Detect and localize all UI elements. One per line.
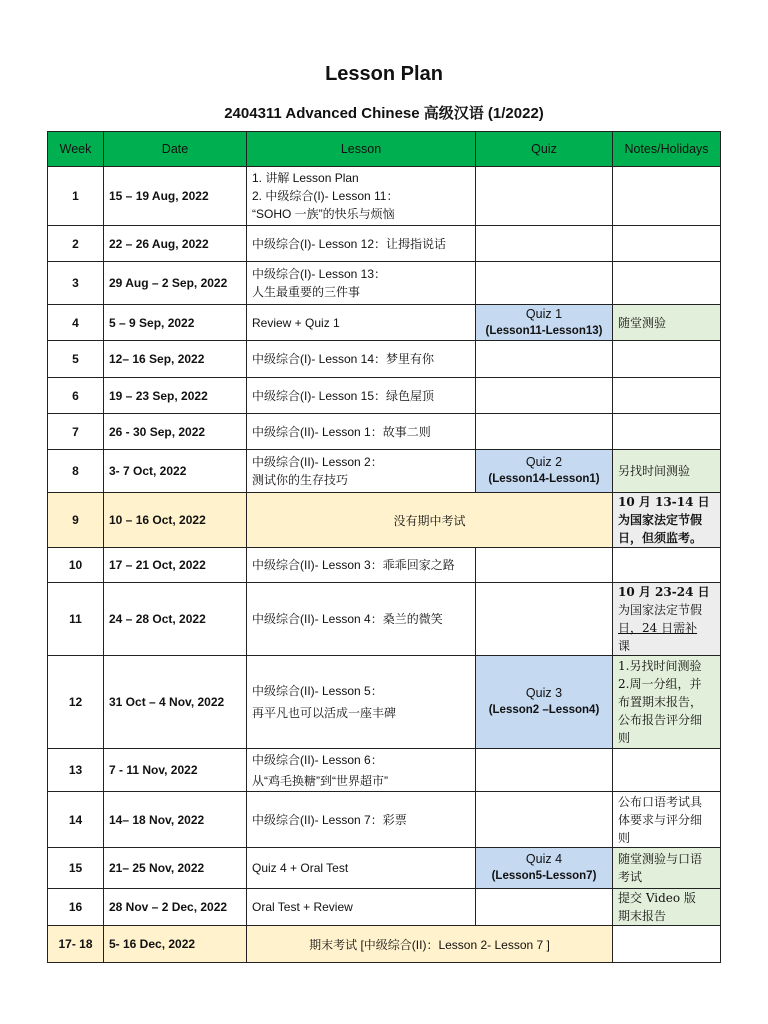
lesson-cell: 中级综合(I)- Lesson 12：让拇指说话	[247, 226, 476, 262]
table-row	[48, 848, 721, 889]
notes-cell	[613, 167, 721, 226]
notes-cell	[613, 378, 721, 414]
date-cell: 5- 16 Dec, 2022	[104, 926, 247, 963]
lesson-cell	[247, 450, 476, 493]
week-cell: 8	[48, 450, 104, 493]
notes-cell	[613, 493, 721, 548]
lesson-cell: 中级综合(I)- Lesson 14：梦里有你	[247, 341, 476, 378]
table-row	[48, 262, 721, 305]
week-cell: 5	[48, 341, 104, 378]
lesson-line: 2. 中级综合(I)- Lesson 11：	[252, 189, 399, 203]
quiz-cell	[476, 226, 613, 262]
week-cell: 2	[48, 226, 104, 262]
header-notes: Notes/Holidays	[613, 132, 721, 167]
table-row	[48, 341, 721, 378]
lesson-cell: 中级综合(II)- Lesson 3：乖乖回家之路	[247, 548, 476, 583]
date-cell: 28 Nov – 2 Dec, 2022	[104, 889, 247, 926]
table-row	[48, 414, 721, 450]
notes-line: 考试	[618, 870, 643, 884]
notes-line: 2.周一分组，并	[618, 677, 702, 691]
date-cell: 22 – 26 Aug, 2022	[104, 226, 247, 262]
week-cell: 15	[48, 848, 104, 889]
lesson-merged-cell: 没有期中考试	[247, 493, 613, 548]
date-cell: 26 - 30 Sep, 2022	[104, 414, 247, 450]
quiz-title: Quiz 1	[525, 306, 563, 321]
notes-line: 随堂测验与口语	[618, 852, 703, 866]
date-cell: 14– 18 Nov, 2022	[104, 792, 247, 848]
notes-cell	[613, 341, 721, 378]
date-cell: 3- 7 Oct, 2022	[104, 450, 247, 493]
lesson-cell: 中级综合(II)- Lesson 4：桑兰的微笑	[247, 583, 476, 656]
notes-cell: 随堂测验	[613, 305, 721, 341]
notes-cell	[613, 889, 721, 926]
notes-line: 日，24 日需补	[618, 621, 698, 635]
header-date: Date	[104, 132, 247, 167]
lesson-cell	[247, 656, 476, 749]
notes-line: 体要求与评分细	[618, 812, 703, 827]
notes-line: 公布口语考试具	[618, 794, 703, 809]
quiz-cell	[476, 656, 613, 749]
lesson-cell: 中级综合(I)- Lesson 15：绿色屋顶	[247, 378, 476, 414]
notes-line: 日，但须监考。	[618, 531, 703, 545]
table-row	[48, 493, 721, 548]
quiz-cell	[476, 305, 613, 341]
header-week: Week	[48, 132, 104, 167]
quiz-title: Quiz 4	[525, 852, 563, 866]
date-cell: 31 Oct – 4 Nov, 2022	[104, 656, 247, 749]
header-quiz: Quiz	[476, 132, 613, 167]
week-cell: 9	[48, 493, 104, 548]
notes-line: 则	[618, 731, 631, 745]
table-row	[48, 450, 721, 493]
quiz-cell	[476, 167, 613, 226]
notes-cell	[613, 926, 721, 963]
quiz-range: (Lesson2 –Lesson4)	[488, 704, 600, 716]
quiz-cell	[476, 414, 613, 450]
quiz-cell	[476, 749, 613, 792]
date-cell: 5 – 9 Sep, 2022	[104, 305, 247, 341]
quiz-title: Quiz 2	[525, 455, 563, 469]
quiz-cell	[476, 583, 613, 656]
quiz-cell	[476, 548, 613, 583]
notes-cell	[613, 749, 721, 792]
course-subtitle: 2404311 Advanced Chinese 高级汉语 (1/2022)	[224, 105, 544, 122]
lesson-cell: 中级综合(II)- Lesson 7：彩票	[247, 792, 476, 848]
date-cell: 21– 25 Nov, 2022	[104, 848, 247, 889]
quiz-cell	[476, 341, 613, 378]
quiz-cell	[476, 262, 613, 305]
date-cell: 19 – 23 Sep, 2022	[104, 378, 247, 414]
quiz-range: (Lesson5-Lesson7)	[491, 870, 597, 882]
week-cell: 10	[48, 548, 104, 583]
lesson-line: 1. 讲解 Lesson Plan	[252, 171, 359, 185]
lesson-cell: Review + Quiz 1	[247, 305, 476, 341]
lesson-merged-cell: 期末考试 [中级综合(II)：Lesson 2- Lesson 7 ]	[247, 926, 613, 963]
quiz-cell	[476, 848, 613, 889]
notes-cell	[613, 583, 721, 656]
quiz-cell	[476, 378, 613, 414]
notes-line: 1.另找时间测验	[618, 659, 702, 673]
table-row	[48, 378, 721, 414]
week-cell: 16	[48, 889, 104, 926]
lesson-line: “SOHO 一族”的快乐与烦恼	[252, 207, 395, 221]
notes-line: 为国家法定节假	[618, 603, 703, 617]
lesson-line: 人生最重要的三件事	[252, 285, 361, 299]
notes-line: 10 月 13-14 日	[618, 495, 710, 509]
lesson-line: 从“鸡毛换糖”到“世界超市”	[252, 773, 388, 788]
notes-cell	[613, 262, 721, 305]
notes-cell	[613, 792, 721, 848]
notes-line: 期末报告	[618, 909, 667, 923]
week-cell: 11	[48, 583, 104, 656]
lesson-cell	[247, 749, 476, 792]
date-cell: 7 - 11 Nov, 2022	[104, 749, 247, 792]
header-lesson: Lesson	[247, 132, 476, 167]
date-cell: 12– 16 Sep, 2022	[104, 341, 247, 378]
notes-cell	[613, 226, 721, 262]
lesson-plan-table	[47, 131, 721, 963]
week-cell: 3	[48, 262, 104, 305]
week-cell: 1	[48, 167, 104, 226]
page-title: Lesson Plan	[325, 63, 443, 85]
notes-line: 课	[618, 639, 631, 653]
date-cell: 10 – 16 Oct, 2022	[104, 493, 247, 548]
date-cell: 15 – 19 Aug, 2022	[104, 167, 247, 226]
notes-cell	[613, 548, 721, 583]
week-cell: 17- 18	[48, 926, 104, 963]
notes-line: 10 月 23-24 日	[618, 585, 710, 599]
date-cell: 29 Aug – 2 Sep, 2022	[104, 262, 247, 305]
table-row	[48, 749, 721, 792]
week-cell: 6	[48, 378, 104, 414]
lesson-line: 再平凡也可以活成一座丰碑	[252, 706, 397, 720]
table-row	[48, 305, 721, 341]
lesson-cell: 中级综合(II)- Lesson 1：故事二则	[247, 414, 476, 450]
week-cell: 4	[48, 305, 104, 341]
week-cell: 7	[48, 414, 104, 450]
notes-line: 提交 Video 版	[618, 891, 696, 905]
lesson-line: 测试你的生存技巧	[252, 473, 349, 487]
date-cell: 17 – 21 Oct, 2022	[104, 548, 247, 583]
quiz-cell	[476, 450, 613, 493]
lesson-line: 中级综合(II)- Lesson 5：	[252, 684, 383, 698]
table-row	[48, 792, 721, 848]
table-row	[48, 548, 721, 583]
quiz-cell	[476, 889, 613, 926]
table-row	[48, 656, 721, 749]
week-cell: 14	[48, 792, 104, 848]
notes-line: 则	[618, 830, 631, 845]
table-header-row	[48, 132, 721, 167]
date-cell: 24 – 28 Oct, 2022	[104, 583, 247, 656]
table-row	[48, 889, 721, 926]
lesson-line: 中级综合(II)- Lesson 6：	[252, 752, 383, 767]
notes-cell	[613, 414, 721, 450]
table-row	[48, 226, 721, 262]
quiz-title: Quiz 3	[525, 686, 563, 700]
lesson-cell	[247, 167, 476, 226]
lesson-cell	[247, 262, 476, 305]
week-cell: 13	[48, 749, 104, 792]
notes-line: 公布报告评分细	[618, 713, 703, 727]
lesson-line: 中级综合(I)- Lesson 13：	[252, 267, 387, 281]
lesson-cell: Oral Test + Review	[247, 889, 476, 926]
table-row	[48, 926, 721, 963]
notes-cell: 另找时间测验	[613, 450, 721, 493]
table-row	[48, 167, 721, 226]
quiz-range: (Lesson11-Lesson13)	[485, 324, 603, 337]
lesson-cell: Quiz 4 + Oral Test	[247, 848, 476, 889]
lesson-line: 中级综合(II)- Lesson 2：	[252, 455, 383, 469]
notes-line: 为国家法定节假	[618, 513, 703, 527]
quiz-cell	[476, 792, 613, 848]
notes-cell	[613, 656, 721, 749]
quiz-range: (Lesson14-Lesson1)	[488, 473, 600, 485]
week-cell: 12	[48, 656, 104, 749]
table-row	[48, 583, 721, 656]
notes-cell	[613, 848, 721, 889]
notes-line: 布置期末报告，	[618, 695, 703, 709]
